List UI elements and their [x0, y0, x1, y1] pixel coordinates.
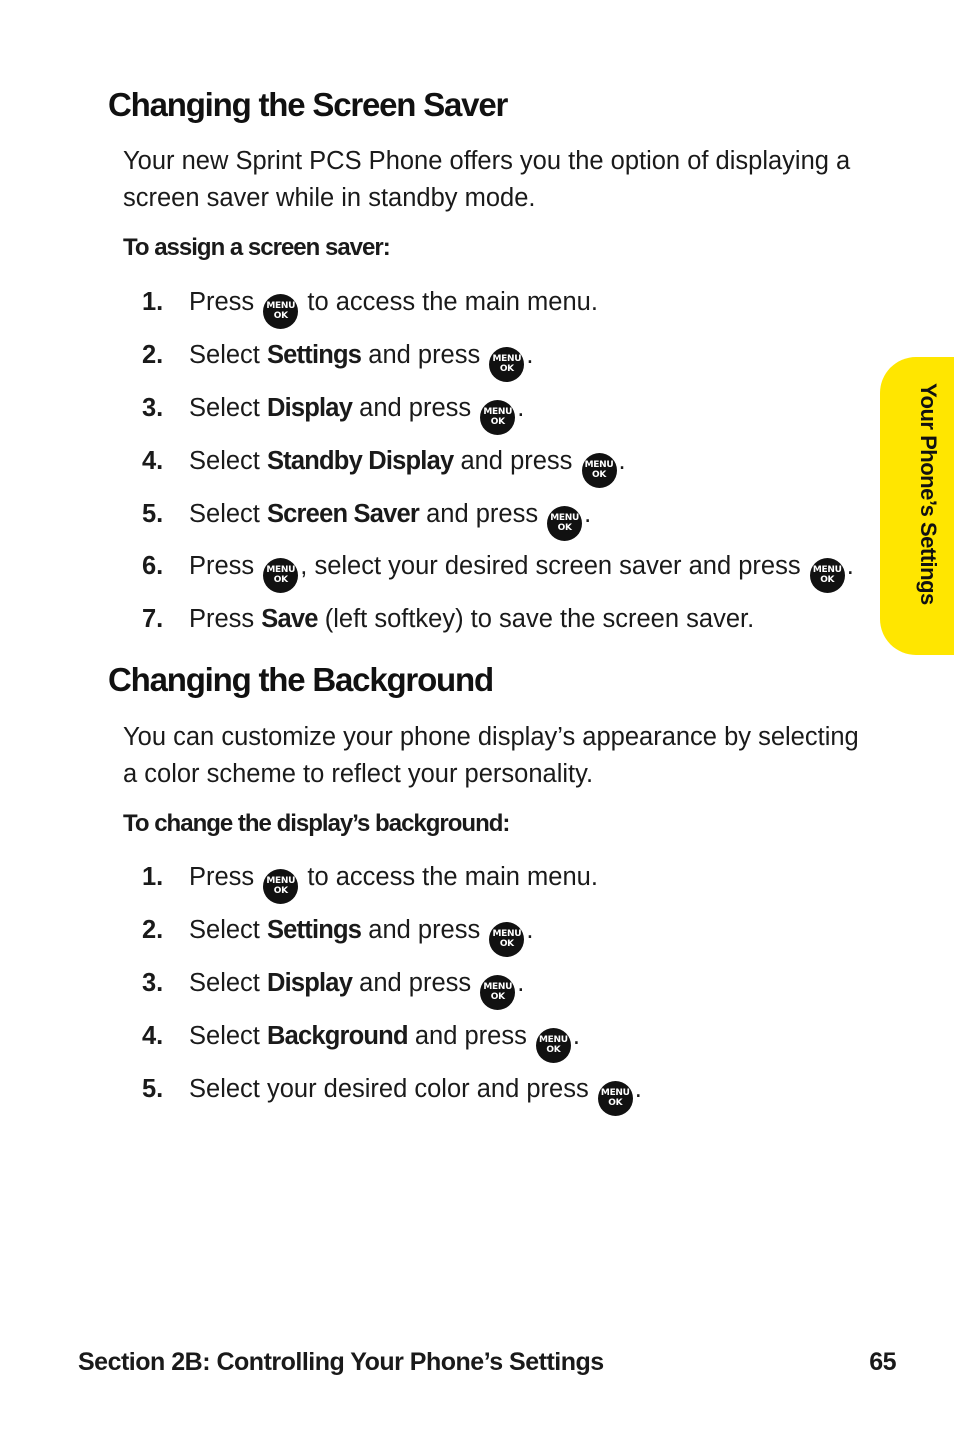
step-text: Press Save (left softkey) to save the screen saver. — [189, 605, 755, 634]
softkey-name: Save — [261, 605, 318, 634]
menu-ok-key-icon: MENU OK — [598, 1081, 633, 1116]
step-item — [0, 283, 870, 336]
step-number: 5. — [142, 1074, 164, 1103]
menu-option-name: Settings — [266, 340, 362, 369]
step-text: Select Display and press MENU OK . — [189, 964, 524, 1010]
step-text: Select Standby Display and press MENU OK . — [189, 442, 626, 488]
step-number: 1. — [142, 863, 164, 891]
section-intro-screen-saver: Your new Sprint PCS Phone offers you the option of displaying a screen saver while in standby mode. — [123, 147, 851, 212]
chapter-side-tab-label: Your Phone’s Settings — [916, 383, 941, 605]
menu-ok-key-icon: MENU OK — [536, 1028, 571, 1063]
menu-ok-key-icon: MENU OK — [480, 975, 515, 1010]
section-heading-screen-saver: Changing the Screen Saver — [108, 86, 508, 123]
step-text: Press MENU OK to access the main menu. — [189, 858, 598, 904]
footer-page-number: 65 — [869, 1348, 896, 1376]
step-number: 4. — [142, 446, 164, 475]
section-intro-background: You can customize your phone display’s appearance by selecting a color scheme to reflect your personality. — [123, 723, 859, 788]
steps-list-background — [0, 858, 870, 1122]
step-text: Select Screen Saver and press MENU OK . — [189, 495, 591, 541]
step-number: 2. — [142, 915, 164, 944]
step-number: 3. — [142, 393, 164, 422]
footer-section-title: Section 2B: Controlling Your Phone’s Settings — [78, 1348, 604, 1376]
steps-list-screen-saver — [0, 283, 870, 653]
step-text: Select Settings and press MENU OK . — [189, 336, 533, 382]
step-item — [0, 858, 870, 911]
step-item — [0, 495, 870, 548]
step-item — [0, 389, 870, 442]
step-number: 4. — [142, 1021, 164, 1050]
menu-option-name: Display — [266, 393, 353, 422]
step-item — [0, 1070, 870, 1123]
step-item — [0, 600, 870, 653]
step-text: Select Background and press MENU OK . — [189, 1017, 580, 1063]
menu-ok-key-icon: MENU OK — [263, 869, 298, 904]
menu-option-name: Standby Display — [266, 446, 454, 475]
subheading-assign-screen-saver: To assign a screen saver: — [123, 234, 390, 261]
step-text: Select Display and press MENU OK . — [189, 389, 524, 435]
step-number: 7. — [142, 605, 164, 634]
menu-ok-key-icon: MENU OK — [480, 400, 515, 435]
step-item — [0, 336, 870, 389]
step-number: 5. — [142, 499, 164, 528]
step-item — [0, 1017, 870, 1070]
subheading-change-background: To change the display’s background: — [123, 810, 510, 837]
section-heading-background: Changing the Background — [108, 661, 493, 698]
step-text: Select Settings and press MENU OK . — [189, 911, 533, 957]
menu-option-name: Settings — [266, 915, 362, 944]
step-item — [0, 442, 870, 495]
step-item — [0, 964, 870, 1017]
step-text: Press MENU OK to access the main menu. — [189, 283, 598, 329]
menu-ok-key-icon: MENU OK — [489, 922, 524, 957]
menu-ok-key-icon: MENU OK — [263, 294, 298, 329]
menu-ok-key-icon: MENU OK — [582, 453, 617, 488]
step-text: Press MENU OK , select your desired screen saver and press MENU OK . — [189, 547, 854, 593]
step-item — [0, 547, 870, 600]
menu-ok-key-icon: MENU OK — [547, 506, 582, 541]
step-text: Select your desired color and press MENU OK . — [189, 1070, 642, 1116]
menu-ok-key-icon: MENU OK — [263, 558, 298, 593]
step-item — [0, 911, 870, 964]
step-number: 3. — [142, 968, 164, 997]
menu-ok-key-icon: MENU OK — [489, 347, 524, 382]
menu-option-name: Background — [266, 1021, 408, 1050]
menu-option-name: Screen Saver — [266, 499, 419, 528]
step-number: 2. — [142, 340, 164, 369]
step-number: 1. — [142, 288, 164, 316]
menu-option-name: Display — [266, 968, 353, 997]
step-number: 6. — [142, 552, 164, 581]
menu-ok-key-icon: MENU OK — [810, 558, 845, 593]
